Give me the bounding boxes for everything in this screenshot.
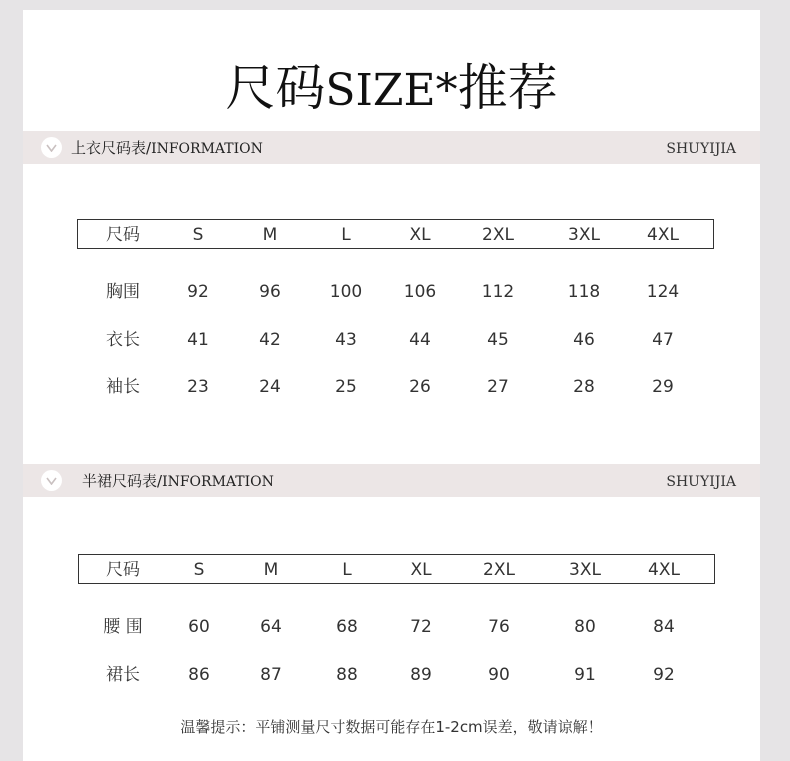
skirt-table-cell: 88 [336,665,358,685]
skirt-table-cell: 68 [336,617,358,637]
skirt-section-label-cn: 半裙尺码表/ [82,472,163,490]
top-header-cell: 2XL [482,225,514,245]
skirt-header-cell: 2XL [483,560,515,580]
chevron-down-icon [41,470,62,491]
top-table-cell: 26 [409,377,431,397]
top-header-cell: 尺码 [106,225,140,245]
top-table-cell: 29 [652,377,674,397]
skirt-table-cell: 72 [410,617,432,637]
top-table-cell: 42 [259,330,281,350]
chevron-down-icon [41,137,62,158]
size-chart-page [23,10,760,761]
top-table-cell: 106 [403,282,437,302]
top-section-label-cn: 上衣尺码表/ [71,139,152,157]
skirt-table-cell: 86 [188,665,210,685]
skirt-table-cell: 84 [653,617,675,637]
page-title [23,58,760,121]
skirt-table-cell: 76 [488,617,510,637]
top-table-cell: 44 [409,330,431,350]
skirt-section-header [23,464,760,497]
top-section-label [71,138,263,159]
top-table-cell: 96 [259,282,281,302]
top-table-cell: 112 [481,282,515,302]
skirt-header-cell: L [342,560,352,580]
title-cn-suffix: 推荐 [457,59,558,117]
title-latin: SIZE* [325,65,458,116]
top-section-header [23,131,760,164]
skirt-row-label: 腰 围 [103,617,143,637]
top-table-cell: 25 [335,377,357,397]
top-table-cell: 45 [487,330,509,350]
skirt-header-cell: S [193,560,205,580]
skirt-table-cell: 89 [410,665,432,685]
skirt-table-cell: 91 [574,665,596,685]
top-table-cell: 28 [573,377,595,397]
skirt-section-label [82,471,274,492]
top-table-cell: 23 [187,377,209,397]
skirt-table-cell: 90 [488,665,510,685]
skirt-header-cell: 尺码 [106,560,140,580]
brand-name: SHUYIJIA [666,474,736,490]
top-table-cell: 43 [335,330,357,350]
top-table-cell: 92 [187,282,209,302]
title-cn-prefix: 尺码 [225,59,326,117]
top-header-cell: S [192,225,204,245]
top-table-cell: 118 [567,282,601,302]
top-table-header-box [77,219,714,249]
top-table-cell: 124 [646,282,680,302]
skirt-table-header-box [78,554,715,584]
top-table-cell: 41 [187,330,209,350]
skirt-header-cell: M [263,560,279,580]
skirt-table-cell: 92 [653,665,675,685]
top-table-cell: 24 [259,377,281,397]
skirt-row-label: 裙长 [106,665,140,685]
top-table-cell: 100 [329,282,363,302]
top-header-cell: 3XL [568,225,600,245]
top-header-cell: M [262,225,278,245]
skirt-table-cell: 64 [260,617,282,637]
skirt-table-cell: 80 [574,617,596,637]
top-table-cell: 27 [487,377,509,397]
footer-note: 温馨提示：平铺测量尺寸数据可能存在1-2cm误差，敬请谅解！ [180,718,603,736]
skirt-table-cell: 60 [188,617,210,637]
top-table-cell: 47 [652,330,674,350]
skirt-header-cell: 4XL [648,560,680,580]
skirt-table-cell: 87 [260,665,282,685]
top-section-label-en: INFORMATION [151,141,263,157]
top-row-label: 胸围 [106,282,140,302]
skirt-header-cell: XL [410,560,432,580]
top-table-cell: 46 [573,330,595,350]
skirt-section-label-en: INFORMATION [162,474,274,490]
top-header-cell: 4XL [647,225,679,245]
top-row-label: 袖长 [106,377,140,397]
brand-name: SHUYIJIA [666,141,736,157]
top-row-label: 衣长 [106,330,140,350]
top-header-cell: XL [409,225,431,245]
top-header-cell: L [341,225,351,245]
skirt-header-cell: 3XL [569,560,601,580]
